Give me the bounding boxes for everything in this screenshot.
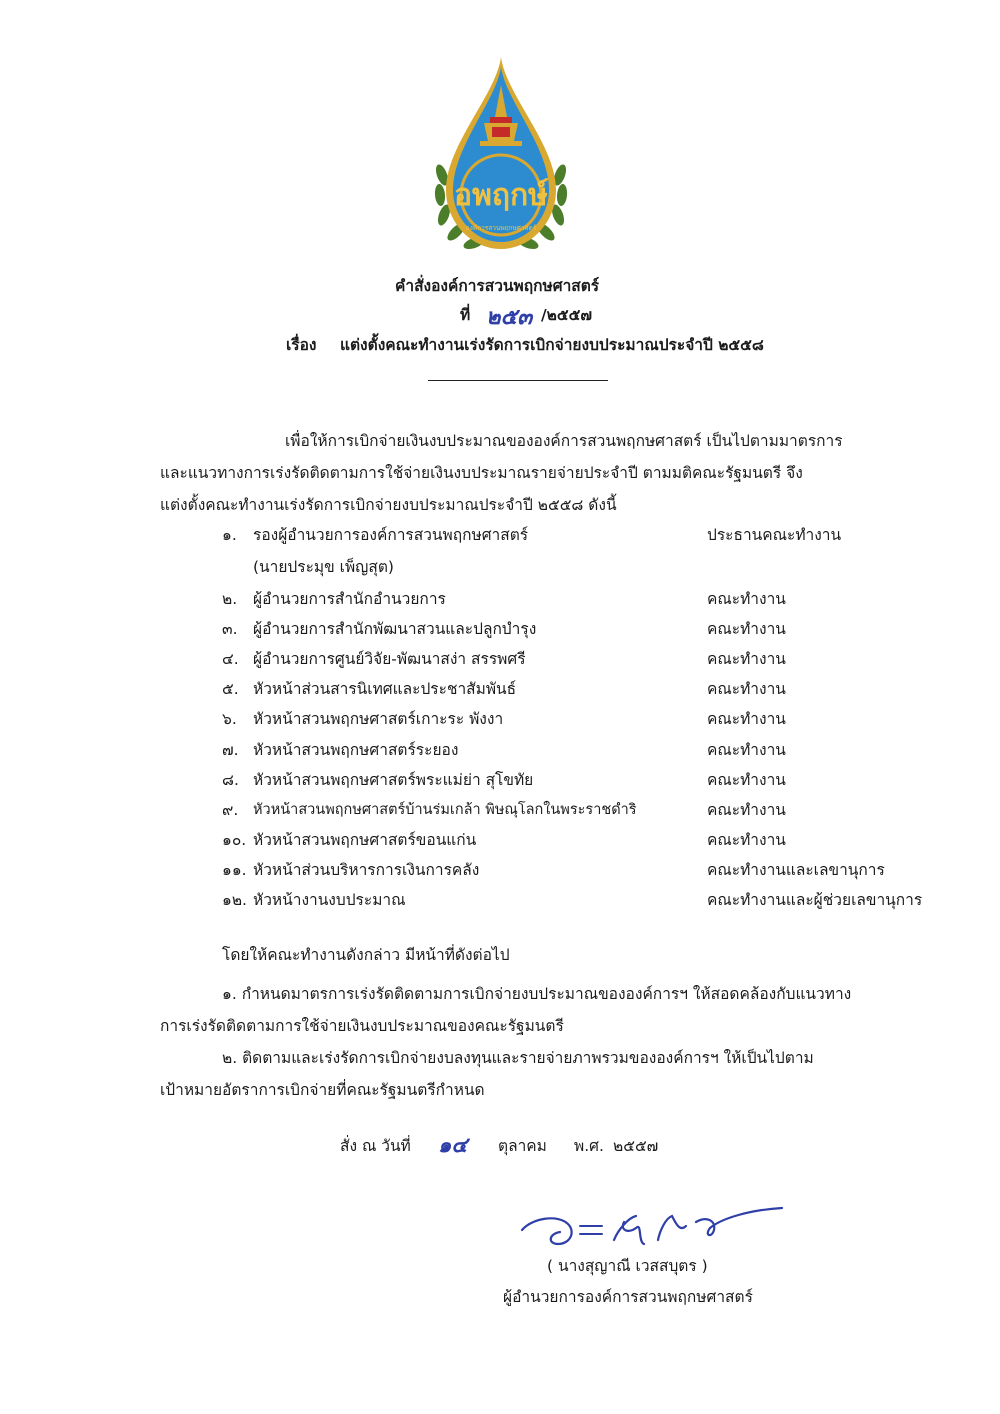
duties-lead: โดยให้คณะทำงานดังกล่าว มีหน้าที่ดังต่อไป xyxy=(222,946,510,964)
member-number: ๗. xyxy=(222,741,239,759)
member-role: คณะทำงาน xyxy=(707,801,786,819)
member-number: ๕. xyxy=(222,680,239,698)
member-role: คณะทำงาน xyxy=(707,650,786,668)
member-number: ๙. xyxy=(222,801,239,819)
member-number: ๓. xyxy=(222,620,238,638)
intro-line-3: แต่งตั้งคณะทำงานเร่งรัดการเบิกจ่ายงบประมาณประจำปี ๒๕๕๘ ดังนี้ xyxy=(160,496,617,514)
duty-2-line-1: ๒. ติดตามและเร่งรัดการเบิกจ่ายงบลงทุนและรายจ่ายภาพรวมขององค์การฯ ให้เป็นไปตาม xyxy=(222,1049,814,1067)
intro-line-1: เพื่อให้การเบิกจ่ายเงินงบประมาณขององค์การสวนพฤกษศาสตร์ เป็นไปตามมาตรการ xyxy=(285,432,843,450)
member-name: หัวหน้าสวนพฤกษศาสตร์เกาะระ พังงา xyxy=(253,710,504,728)
member-number: ๘. xyxy=(222,771,239,789)
member-number: ๒. xyxy=(222,590,238,608)
member-number: ๑๑. xyxy=(222,861,247,879)
member-name: รองผู้อำนวยการองค์การสวนพฤกษศาสตร์ xyxy=(253,526,529,544)
order-title: คำสั่งองค์การสวนพฤกษศาสตร์ xyxy=(395,277,600,295)
date-year: ๒๕๕๗ xyxy=(613,1137,659,1155)
svg-text:องค์การสวนพฤกษศาสตร์: องค์การสวนพฤกษศาสตร์ xyxy=(465,224,537,232)
member-role: คณะทำงาน xyxy=(707,590,786,608)
member-role: คณะทำงาน xyxy=(707,741,786,759)
svg-text:อพฤกษ์: อพฤกษ์ xyxy=(454,178,548,213)
order-number-label: ที่ xyxy=(460,306,471,324)
duty-2-line-2: เป้าหมายอัตราการเบิกจ่ายที่คณะรัฐมนตรีกำหนด xyxy=(160,1081,485,1099)
subject-label: เรื่อง xyxy=(286,336,317,354)
member-person-name: (นายประมุข เพ็ญสุต) xyxy=(253,558,394,576)
date-prefix: สั่ง ณ วันที่ xyxy=(340,1137,411,1155)
subject-text: แต่งตั้งคณะทำงานเร่งรัดการเบิกจ่ายงบประมาณประจำปี ๒๕๕๘ xyxy=(340,336,764,354)
date-month: ตุลาคม xyxy=(498,1137,547,1155)
member-name: หัวหน้าสวนพฤกษศาสตร์บ้านร่มเกล้า พิษณุโลกในพระราชดำริ xyxy=(253,802,637,818)
member-role: คณะทำงาน xyxy=(707,620,786,638)
member-name: ผู้อำนวยการสำนักอำนวยการ xyxy=(253,590,446,608)
organization-logo xyxy=(432,55,570,255)
member-role: คณะทำงานและเลขานุการ xyxy=(707,861,885,879)
heading-divider xyxy=(428,380,608,381)
member-number: ๑. xyxy=(222,526,237,544)
member-name: หัวหน้าส่วนสารนิเทศและประชาสัมพันธ์ xyxy=(253,680,517,698)
intro-line-2: และแนวทางการเร่งรัดติดตามการใช้จ่ายเงินงบประมาณรายจ่ายประจำปี ตามมติคณะรัฐมนตรี จึง xyxy=(160,464,803,482)
member-name: ผู้อำนวยการศูนย์วิจัย-พัฒนาสง่า สรรพศรี xyxy=(253,650,526,668)
order-year: /๒๕๕๗ xyxy=(541,306,592,324)
member-number: ๖. xyxy=(222,710,237,728)
member-name: หัวหน้าสวนพฤกษศาสตร์ระยอง xyxy=(253,741,459,759)
duty-1-line-1: ๑. กำหนดมาตรการเร่งรัดติดตามการเบิกจ่ายงบประมาณขององค์การฯ ให้สอดคล้องกับแนวทาง xyxy=(222,985,852,1003)
signature xyxy=(510,1200,790,1260)
member-name: หัวหน้าสวนพฤกษศาสตร์พระแม่ย่า สุโขทัย xyxy=(253,771,534,789)
member-role: ประธานคณะทำงาน xyxy=(707,526,842,544)
member-role: คณะทำงานและผู้ช่วยเลขานุการ xyxy=(707,891,923,909)
member-number: ๑๒. xyxy=(222,891,247,909)
member-role: คณะทำงาน xyxy=(707,710,786,728)
member-name: หัวหน้างานงบประมาณ xyxy=(253,891,406,909)
member-name: หัวหน้าส่วนบริหารการเงินการคลัง xyxy=(253,861,480,879)
signer-name: ( นางสุญาณี เวสสบุตร ) xyxy=(547,1257,708,1275)
date-era: พ.ศ. xyxy=(574,1137,604,1155)
member-name: ผู้อำนวยการสำนักพัฒนาสวนและปลูกบำรุง xyxy=(253,620,537,638)
order-number-handwritten: ๒๕๓ xyxy=(486,305,533,330)
member-number: ๑๐. xyxy=(222,831,247,849)
member-role: คณะทำงาน xyxy=(707,831,786,849)
signer-position: ผู้อำนวยการองค์การสวนพฤกษศาสตร์ xyxy=(503,1288,753,1306)
duty-1-line-2: การเร่งรัดติดตามการใช้จ่ายเงินงบประมาณของคณะรัฐมนตรี xyxy=(160,1017,564,1035)
member-number: ๔. xyxy=(222,650,239,668)
member-name: หัวหน้าสวนพฤกษศาสตร์ขอนแก่น xyxy=(253,831,477,849)
member-role: คณะทำงาน xyxy=(707,680,786,698)
date-day-handwritten: ๑๔ xyxy=(438,1133,468,1157)
member-role: คณะทำงาน xyxy=(707,771,786,789)
